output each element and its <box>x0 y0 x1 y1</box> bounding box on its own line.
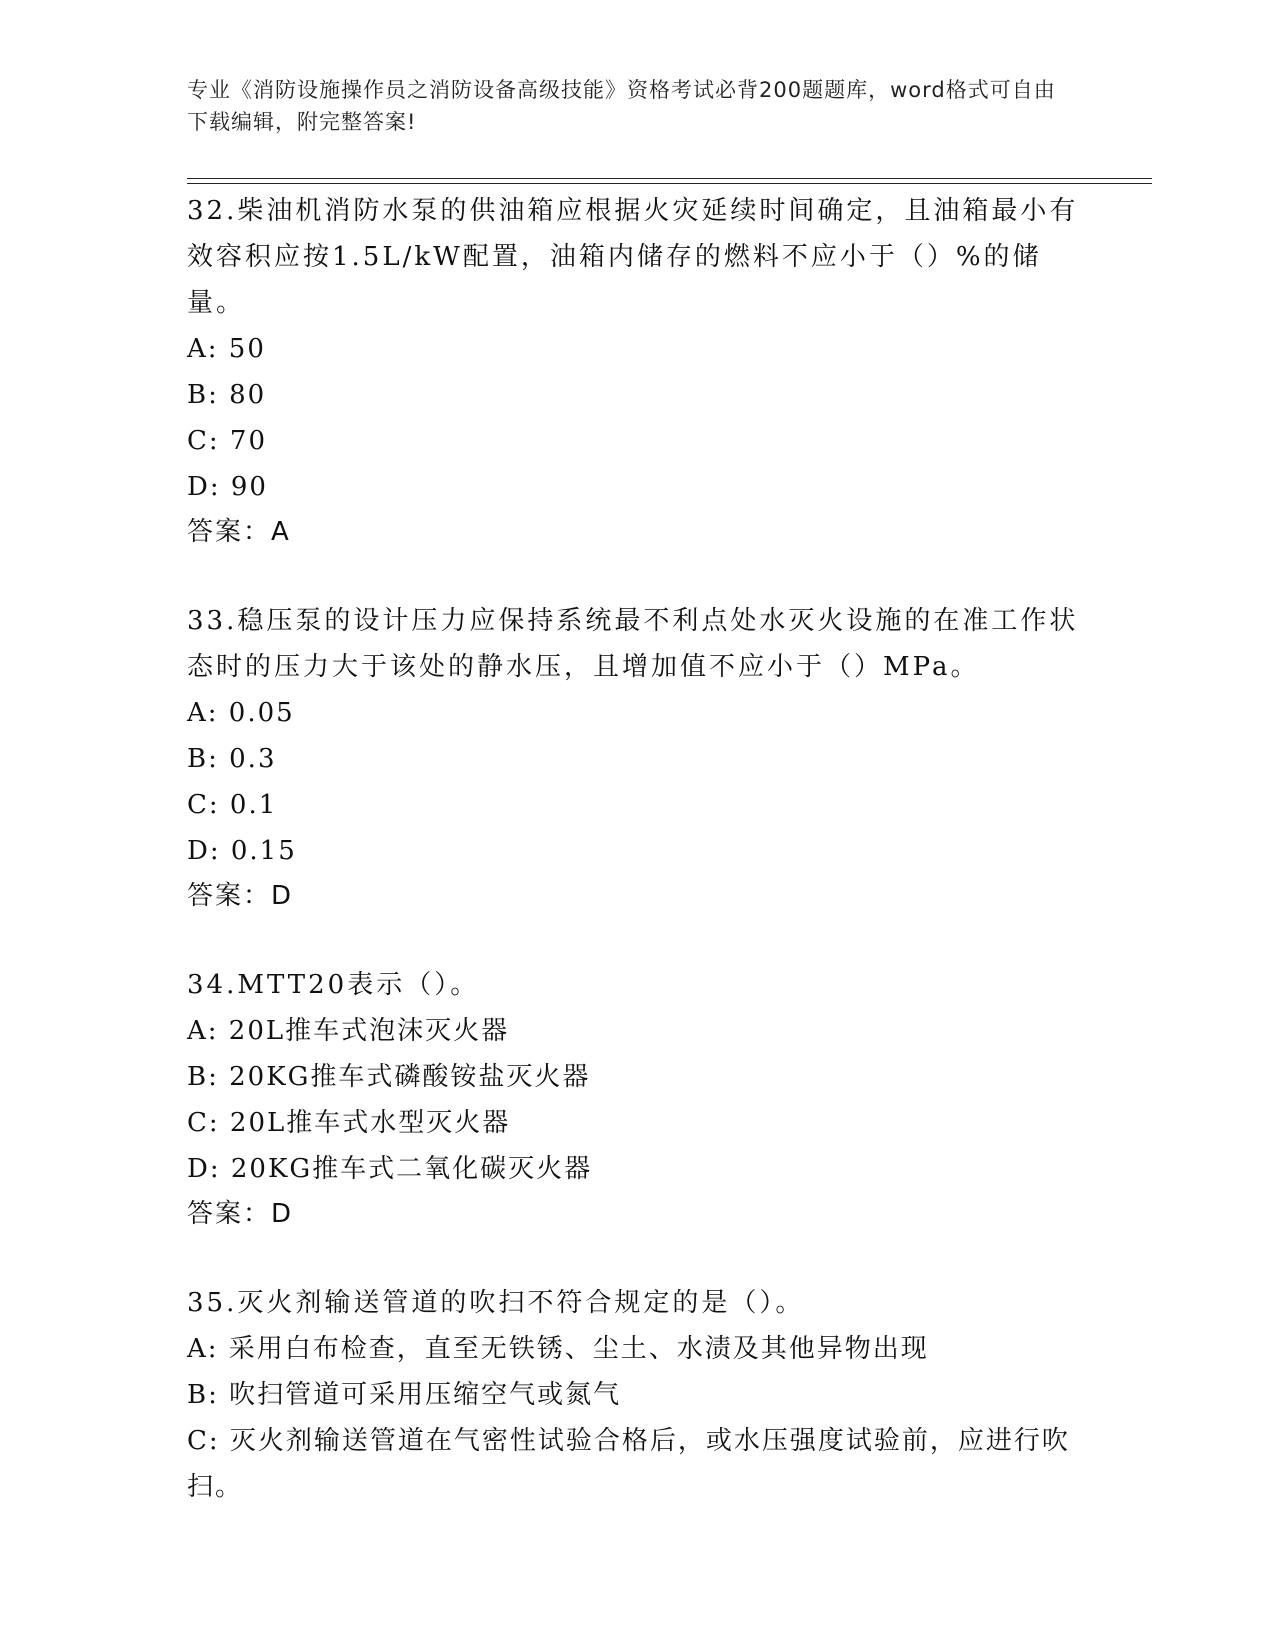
option-a: A: 50 <box>187 334 266 364</box>
question-stem: 32.柴油机消防水泵的供油箱应根据火灾延续时间确定，且油箱最小有效容积应按1.5L/kW配置，油箱内储存的燃料不应小于（）%的储量。 <box>187 196 1079 318</box>
option-c: C: 灭火剂输送管道在气密性试验合格后，或水压强度试验前，应进行吹扫。 <box>187 1426 1070 1502</box>
option-a: A: 20L推车式泡沫灭火器 <box>187 1016 510 1046</box>
option-b: B: 吹扫管道可采用压缩空气或氮气 <box>187 1380 622 1410</box>
option-b: B: 20KG推车式磷酸铵盐灭火器 <box>187 1062 591 1092</box>
option-d: D: 0.15 <box>187 836 297 866</box>
question-stem: 34.MTT20表示（）。 <box>187 970 480 1000</box>
option-c: C: 0.1 <box>187 790 278 820</box>
option-d: D: 20KG推车式二氧化碳灭火器 <box>187 1154 593 1184</box>
answer-line: 答案：D <box>187 1199 294 1229</box>
question-33 <box>187 598 1087 918</box>
question-35 <box>187 1280 1087 1510</box>
question-stem: 35.灭火剂输送管道的吹扫不符合规定的是（）。 <box>187 1288 805 1318</box>
option-a: A: 0.05 <box>187 698 295 728</box>
option-a: A: 采用白布检查，直至无铁锈、尘土、水渍及其他异物出现 <box>187 1334 929 1364</box>
question-list <box>187 188 1087 1554</box>
option-b: B: 80 <box>187 380 267 410</box>
question-stem: 33.稳压泵的设计压力应保持系统最不利点处水灭火设施的在准工作状态时的压力大于该处的静水压，且增加值不应小于（）MPa。 <box>187 606 1079 682</box>
question-32 <box>187 188 1087 554</box>
option-c: C: 70 <box>187 426 268 456</box>
option-b: B: 0.3 <box>187 744 277 774</box>
question-34 <box>187 962 1087 1236</box>
header-divider-top <box>187 178 1152 179</box>
answer-line: 答案：A <box>187 517 291 547</box>
answer-line: 答案：D <box>187 881 294 911</box>
header-divider-bottom <box>187 183 1152 184</box>
option-d: D: 90 <box>187 472 268 502</box>
option-c: C: 20L推车式水型灭火器 <box>187 1108 511 1138</box>
document-header: 专业《消防设施操作员之消防设备高级技能》资格考试必背200题题库，word格式可自由下载编辑，附完整答案! <box>187 78 1056 134</box>
